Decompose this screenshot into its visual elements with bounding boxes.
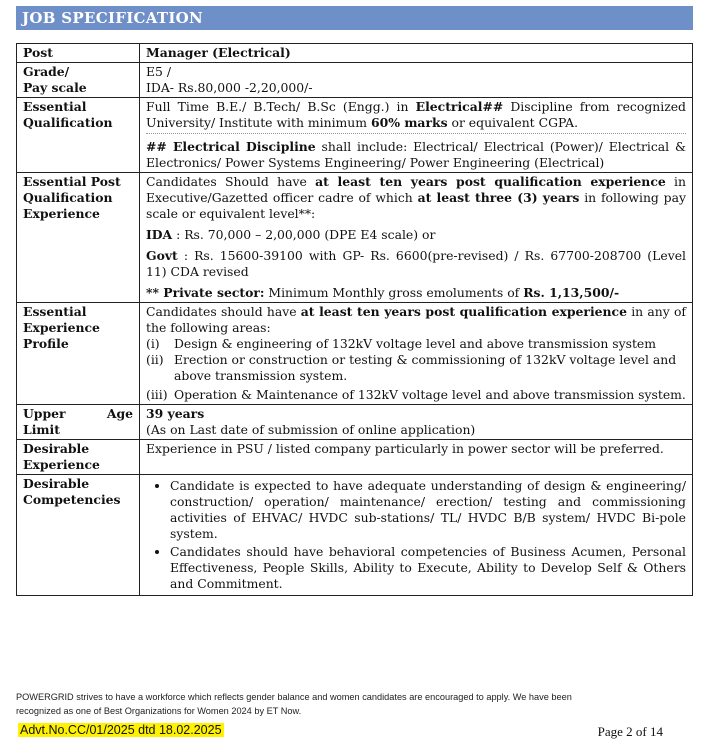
list-number: (iii) [146, 387, 168, 402]
text: shall include: Electrical/ Electrical (Power)/ Electrical & Electronics/ Power Systems Engineering/ Power Engineering (Electrical) [146, 139, 686, 170]
profile-intro [146, 304, 686, 336]
competencies-value [140, 475, 693, 596]
text: Upper [23, 406, 66, 421]
govt-line [146, 248, 686, 280]
list-text: Operation & Maintenance of 132kV voltage level and above transmission system. [174, 387, 686, 402]
list-item: • Candidates should have behavioral competencies of Business Acumen, Personal Effectiveness, People Skills, Ability to Execute, Ability to Develop Self & Others and Commitment. [170, 544, 686, 592]
text-bold: 60% marks [370, 115, 448, 130]
competencies-list [146, 478, 686, 592]
text-bold: ## Electrical Discipline [146, 139, 316, 154]
experience-paragraph [146, 174, 686, 222]
text: Candidates should have [146, 304, 301, 319]
text: Candidates Should have [146, 174, 316, 189]
label-line [23, 174, 133, 190]
post-label: Post [17, 44, 140, 63]
text: in Executive/Gazetted officer cadre of which [146, 174, 686, 205]
profile-label [17, 303, 140, 405]
table-row [17, 405, 693, 440]
grade-label-line: Grade/ [23, 64, 70, 79]
table-row [17, 63, 693, 98]
label-line: Experience [23, 457, 100, 472]
table-row [17, 98, 693, 173]
text-bold: at least ten years post qualification experience [315, 174, 666, 189]
table-row [17, 173, 693, 303]
experience-value [140, 173, 693, 303]
list-item [146, 387, 686, 403]
age-value [140, 405, 693, 440]
text-bold: at least three (3) years [417, 190, 580, 205]
profile-list [146, 336, 686, 403]
text: in any of the following areas: [146, 304, 687, 335]
text: or equivalent CGPA. [447, 115, 579, 130]
label-line: Qualification [23, 190, 113, 205]
list-number: (i) [146, 336, 160, 351]
desirable-experience-value: Experience in PSU / listed company particularly in power sector will be preferred. [140, 440, 693, 475]
age-note: (As on Last date of submission of online application) [146, 422, 476, 437]
section-header: JOB SPECIFICATION [16, 6, 693, 30]
label-line: Essential [23, 99, 87, 114]
grade-label-line: Pay scale [23, 80, 87, 95]
experience-label [17, 173, 140, 303]
profile-value [140, 303, 693, 405]
label-line: Desirable [23, 441, 90, 456]
footer-line: recognized as one of Best Organizations for Women 2024 by ET Now. [16, 706, 302, 716]
list-item: • Candidate is expected to have adequate understanding of design & engineering/ construction/ operation/ maintenance/ erection/ testing and commissioning activities of EHVAC/ HVDC sub-stations/ TL/ HVDC B/B system/ HVDC Bi-pole system. [170, 478, 686, 542]
label-line: Limit [23, 422, 60, 437]
list-number: (ii) [146, 352, 164, 367]
age-label [17, 405, 140, 440]
label-line: Experience [23, 206, 100, 221]
label-line: Competencies [23, 492, 121, 507]
advertisement-number: Advt.No.CC/01/2025 dtd 18.02.2025 [20, 723, 222, 737]
text-bold: Govt [146, 248, 178, 263]
footer-line: POWERGRID strives to have a workforce which reflects gender balance and women candidates are encouraged to apply. We have been [16, 692, 572, 702]
competencies-label [17, 475, 140, 596]
list-text: Design & engineering of 132kV voltage level and above transmission system [174, 336, 657, 351]
job-spec-table [16, 43, 693, 596]
footer-note [16, 690, 693, 718]
grade-line: E5 / [146, 64, 172, 79]
table-row [17, 440, 693, 475]
qualification-value [140, 98, 693, 173]
table-row [17, 475, 693, 596]
grade-label [17, 63, 140, 98]
table-row [17, 303, 693, 405]
text: Essential Post [23, 174, 121, 189]
page-number: Page 2 of 14 [597, 724, 663, 739]
qualification-label [17, 98, 140, 173]
text: Age [106, 406, 133, 421]
list-item [146, 336, 686, 352]
ida-line [146, 227, 686, 243]
private-sector-line [146, 285, 686, 301]
table-row [17, 44, 693, 63]
text: : Rs. 15600-39100 with GP- Rs. 6600(pre-revised) / Rs. 67700-208700 (Level 11) CDA revised [146, 248, 686, 279]
text-bold: Rs. 1,13,500/- [523, 285, 620, 300]
desirable-experience-label [17, 440, 140, 475]
text: in following pay scale or equivalent level**: [146, 190, 686, 221]
discipline-paragraph [146, 139, 686, 171]
list-text: Erection or construction or testing & commissioning of 132kV voltage level and above transmission system. [174, 352, 677, 383]
text: : Rs. 70,000 – 2,00,000 (DPE E4 scale) or [172, 227, 436, 242]
label-line: Essential [23, 304, 87, 319]
label-line: Profile [23, 336, 69, 351]
list-item [146, 352, 686, 384]
text: Discipline from recognized University/ Institute with minimum [146, 99, 686, 130]
text-bold: at least ten years post qualification experience [300, 304, 627, 319]
pay-scale-line: IDA- Rs.80,000 -2,20,000/- [146, 80, 313, 95]
label-line [23, 406, 133, 422]
label-line: Desirable [23, 476, 90, 491]
grade-value [140, 63, 693, 98]
age-years: 39 years [146, 406, 205, 421]
text-bold: Electrical## [415, 99, 504, 114]
label-line: Qualification [23, 115, 113, 130]
post-value: Manager (Electrical) [140, 44, 693, 63]
label-line: Experience [23, 320, 100, 335]
text-bold: ** Private sector: [146, 285, 265, 300]
text-bold: IDA [146, 227, 173, 242]
text: Full Time B.E./ B.Tech/ B.Sc (Engg.) in [146, 99, 416, 114]
qualification-paragraph [146, 99, 686, 134]
text: Minimum Monthly gross emoluments of [264, 285, 524, 300]
